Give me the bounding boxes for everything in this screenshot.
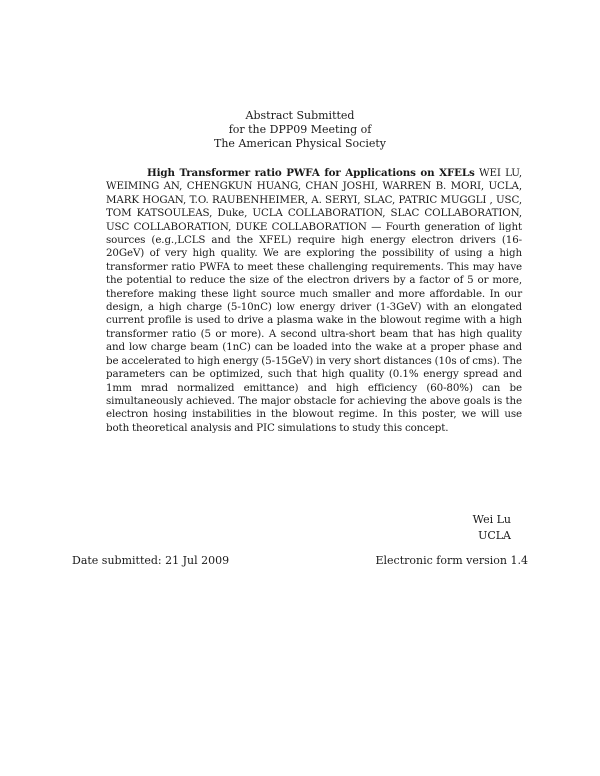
form-version: Electronic form version 1.4 <box>375 554 528 567</box>
abstract-body: Fourth generation of light sources (e.g.,LCLS and the XFEL) require high energy electron drivers (16-20GeV) of very high quality. We are exploring the possibility of using a high transformer ratio PWFA to meet these challenging requirements. This may have the potential to reduce the size of the electron drivers by a factor of 5 or more, therefore making these light source much smaller and more affordable. In our design, a high charge (5-10nC) low energy driver (1-3GeV) with an elongated current profile is used to drive a plasma wake in the blowout regime with a high transformer ratio (5 or more). A second ultra-short beam that has high quality and low charge beam (1nC) can be loaded into the wake at a proper phase and be accelerated to high energy (5-15GeV) in very short distances (10s of cms). The parameters can be optimized, such that high quality (0.1% energy spread and 1mm mrad normalized emittance) and high efficiency (60-80%) can be simultaneously achieved. The major obstacle for achieving the above goals is the electron hosing instabilities in the blowout regime. In this poster, we will use both theoretical analysis and PIC simulations to study this concept. <box>106 220 522 434</box>
header-line-meeting: for the DPP09 Meeting of <box>228 123 372 136</box>
header-line-abstract-submitted: Abstract Submitted <box>245 109 355 122</box>
header-line-society: The American Physical Society <box>214 137 386 150</box>
submission-header <box>0 109 600 151</box>
abstract-paragraph <box>106 167 522 435</box>
abstract-authors: WEI LU, WEIMING AN, CHENGKUN HUANG, CHAN JOSHI, WARREN B. MORI, UCLA, MARK HOGAN, T.O. RAUBENHEIMER, A. SERYI, SLAC, PATRIC MUGGLI , USC, TOM KATSOULEAS, Duke, UCLA COLLABORATION, SLAC COLLABORATION, USC COLLABORATION, DUKE COLLABORATION — <box>106 167 522 233</box>
signature-block <box>473 512 511 543</box>
signature-affiliation: UCLA <box>478 528 511 542</box>
signature-name: Wei Lu <box>472 513 511 526</box>
date-submitted: Date submitted: 21 Jul 2009 <box>72 554 230 567</box>
abstract-title: High Transformer ratio PWFA for Applications on XFELs <box>147 167 475 179</box>
